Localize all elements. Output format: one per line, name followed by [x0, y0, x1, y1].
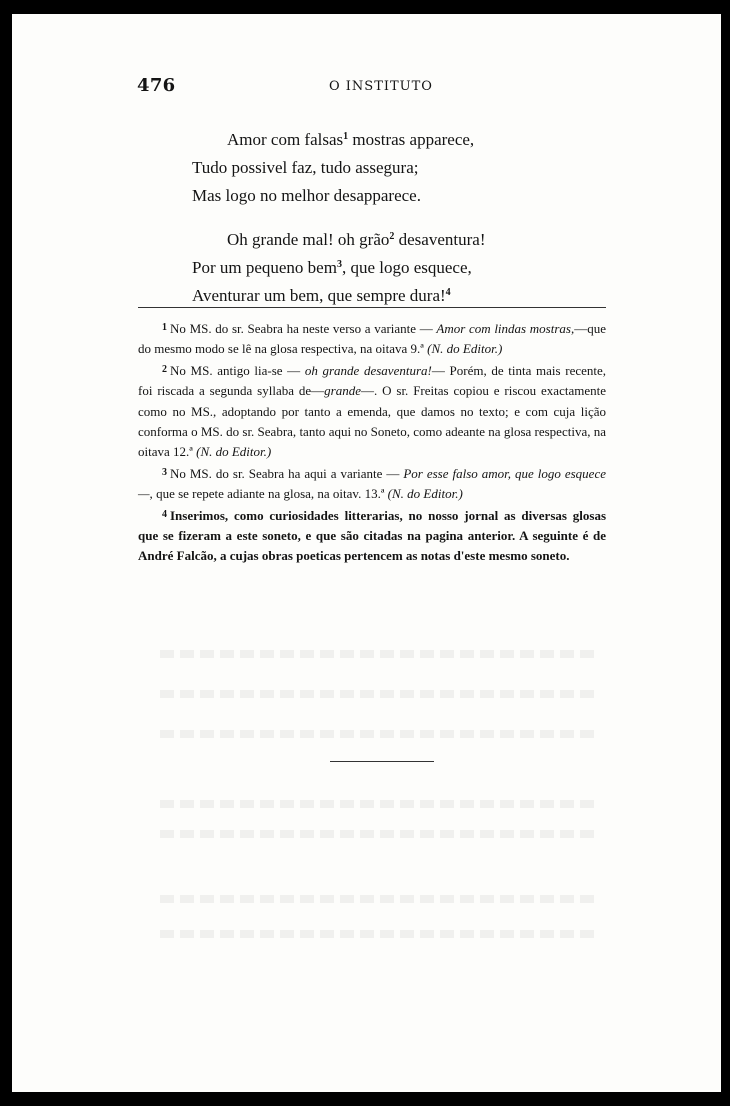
bleed-through — [160, 690, 600, 698]
footnote-2: $^2$ No MS. antigo lia-se — oh grande desaventura!— Porém, de tinta mais recente, foi riscada a segunda syllaba de—grande—. O sr. Freitas copiou e riscou exactamente como no MS., adoptando por tanto a emenda, que damos no texto; e com cuja lição conforma o MS. do sr. Seabra, tanto aqui no Soneto, como adeante na glosa respectiva, na oitava 12.ª (N. do Editor.) — [138, 362, 607, 460]
verse-line: Tudo possivel faz, tudo assegura; — [192, 158, 419, 177]
verse-line: Amor com falsas$^1$ mostras apparece, — [227, 130, 475, 149]
end-divider — [330, 761, 434, 762]
footnote-ref: 2 — [389, 231, 395, 242]
running-title: O INSTITUTO — [329, 79, 433, 94]
footnote-divider — [138, 307, 606, 308]
verse-line: Aventurar um bem, que sempre dura!$^4$ — [192, 286, 451, 305]
footnotes — [138, 318, 606, 567]
page-number: 476 — [137, 75, 176, 96]
bleed-through — [160, 730, 600, 738]
footnote-3: $^3$ No MS. do sr. Seabra ha aqui a variante — Por esse falso amor, que logo esquece—, que se repete adiante na glosa, na oitav. 13.ª (N. do Editor.) — [138, 465, 606, 502]
bleed-through — [160, 650, 600, 658]
page-header — [137, 75, 607, 105]
poem-stanza-2 — [192, 226, 592, 310]
verse-line: Por um pequeno bem$^3$, que logo esquece, — [192, 258, 472, 277]
bleed-through — [160, 830, 600, 838]
footnote-ref: 4 — [445, 287, 451, 298]
footnote-1: $^1$ No MS. do sr. Seabra ha neste verso a variante — Amor com lindas mostras,—que do mesmo modo se lê na glosa respectiva, na oitava 9.ª (N. do Editor.) — [138, 321, 606, 357]
verse-line: Oh grande mal! oh grão$^2$ desaventura! — [227, 230, 486, 249]
bleed-through — [160, 895, 600, 903]
verse-line: Mas logo no melhor desapparece. — [192, 186, 421, 205]
bleed-through — [160, 800, 600, 808]
footnote-ref: 1 — [343, 131, 349, 142]
poem-stanza-1 — [192, 126, 592, 210]
bleed-through — [160, 930, 600, 938]
footnote-4: $^4$ Inserimos, como curiosidades litterarias, no nosso jornal as diversas glosas que se fizeram a este soneto, e que são citadas na pagina anterior. A seguinte é de André Falcão, a cujas obras poeticas pertencem as notas d'este mesmo soneto. — [138, 507, 606, 564]
footnote-ref: 3 — [336, 259, 342, 270]
